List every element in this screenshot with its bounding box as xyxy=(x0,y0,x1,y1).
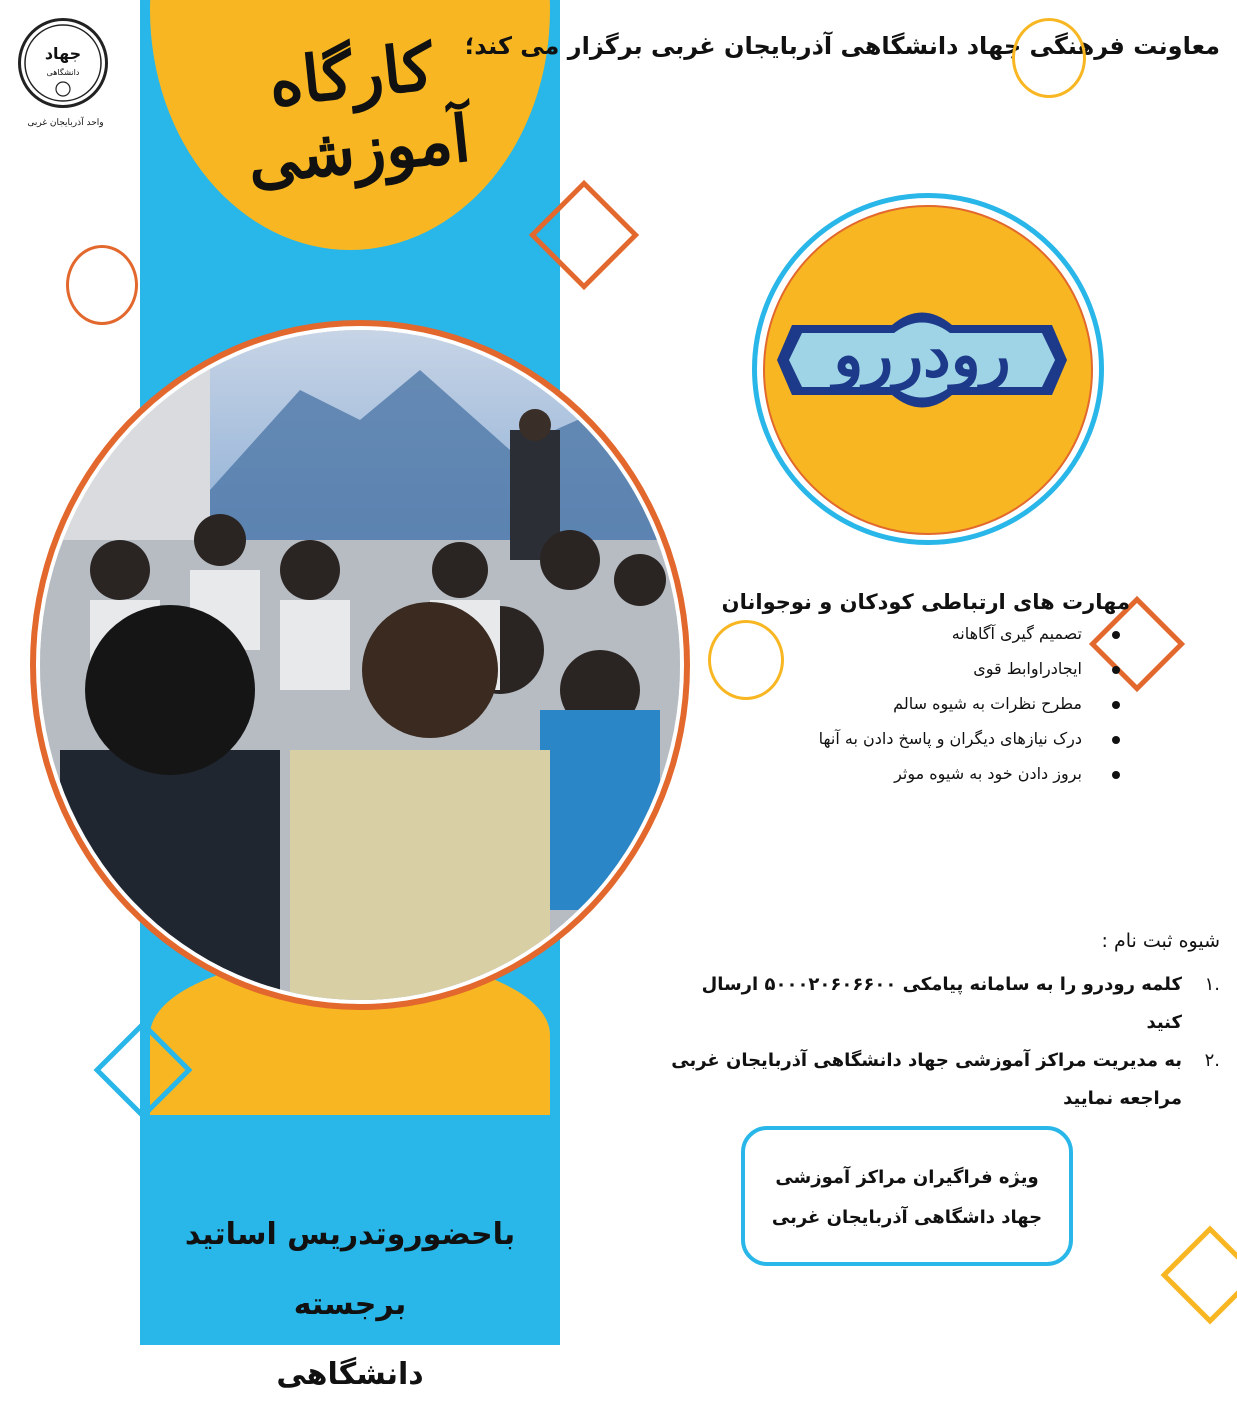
audience-illustration xyxy=(40,330,680,1000)
instructors-line-2: دانشگاهی xyxy=(276,1357,424,1392)
skills-section xyxy=(640,590,1130,799)
step-number: .۲ xyxy=(1204,1050,1220,1071)
bullet-icon xyxy=(1112,771,1120,779)
registration-step xyxy=(660,1042,1220,1118)
registration-title: شیوه ثبت نام : xyxy=(1101,930,1220,952)
bullet-icon xyxy=(1112,631,1120,639)
announcement-header: معاونت فرهنگی جهاد دانشگاهی آذربایجان غربی برگزار می کند؛ xyxy=(464,32,1220,60)
skill-text: بروز دادن خود به شیوه موثر xyxy=(894,764,1082,783)
workshop-photo xyxy=(40,330,680,1000)
skills-title: مهارت های ارتباطی کودکان و نوجوانان xyxy=(721,590,1130,614)
logo-unit-text: واحد آذربایجان غربی xyxy=(27,118,104,128)
brand-name: رودررو xyxy=(833,318,1011,391)
registration-steps xyxy=(660,966,1220,1118)
jahad-emblem-icon xyxy=(21,21,105,105)
skill-item xyxy=(640,659,1130,678)
instructors-note xyxy=(150,1200,550,1410)
skill-text: ایجادراوابط قوی xyxy=(973,659,1082,678)
bullet-icon xyxy=(1112,736,1120,744)
skill-item xyxy=(640,764,1130,783)
skill-item xyxy=(640,729,1130,748)
bullet-icon xyxy=(1112,701,1120,709)
step-text: کلمه رودرو را به سامانه پیامکی ۵۰۰۰۲۰۶۰۶۶۰۰ ارسال کنید xyxy=(701,974,1182,1033)
notice-line-1: ویژه فراگیران مراکز آموزشی xyxy=(775,1167,1039,1188)
skill-text: درک نیازهای دیگران و پاسخ دادن به آنها xyxy=(818,729,1082,748)
skill-item xyxy=(640,624,1130,643)
orange-ring-left xyxy=(66,245,138,325)
skill-text: تصمیم گیری آگاهانه xyxy=(951,624,1082,643)
step-number: .۱ xyxy=(1204,974,1220,995)
skill-text: مطرح نظرات به شیوه سالم xyxy=(893,694,1082,713)
yellow-ring-top xyxy=(1012,18,1086,98)
audience-notice-box xyxy=(741,1126,1073,1266)
instructors-line-1: باحضوروتدریس اساتید برجسته xyxy=(184,1217,516,1322)
skills-list xyxy=(640,624,1130,783)
registration-section xyxy=(660,930,1220,1118)
yellow-square-bottom-right xyxy=(1161,1226,1237,1325)
logo-main-text: جهاد xyxy=(44,44,82,63)
skill-item xyxy=(640,694,1130,713)
step-text: به مدیریت مراکز آموزشی جهاد دانشگاهی آذربایجان غربی مراجعه نمایید xyxy=(671,1050,1182,1109)
registration-step xyxy=(660,966,1220,1042)
workshop-title: کارگاه آموزشی xyxy=(244,29,474,200)
logo-sub-text: دانشگاهی xyxy=(46,68,80,77)
jahad-logo xyxy=(18,18,108,108)
notice-line-2: جهاد داشگاهی آذربایجان غربی xyxy=(771,1207,1043,1228)
bullet-icon xyxy=(1112,666,1120,674)
